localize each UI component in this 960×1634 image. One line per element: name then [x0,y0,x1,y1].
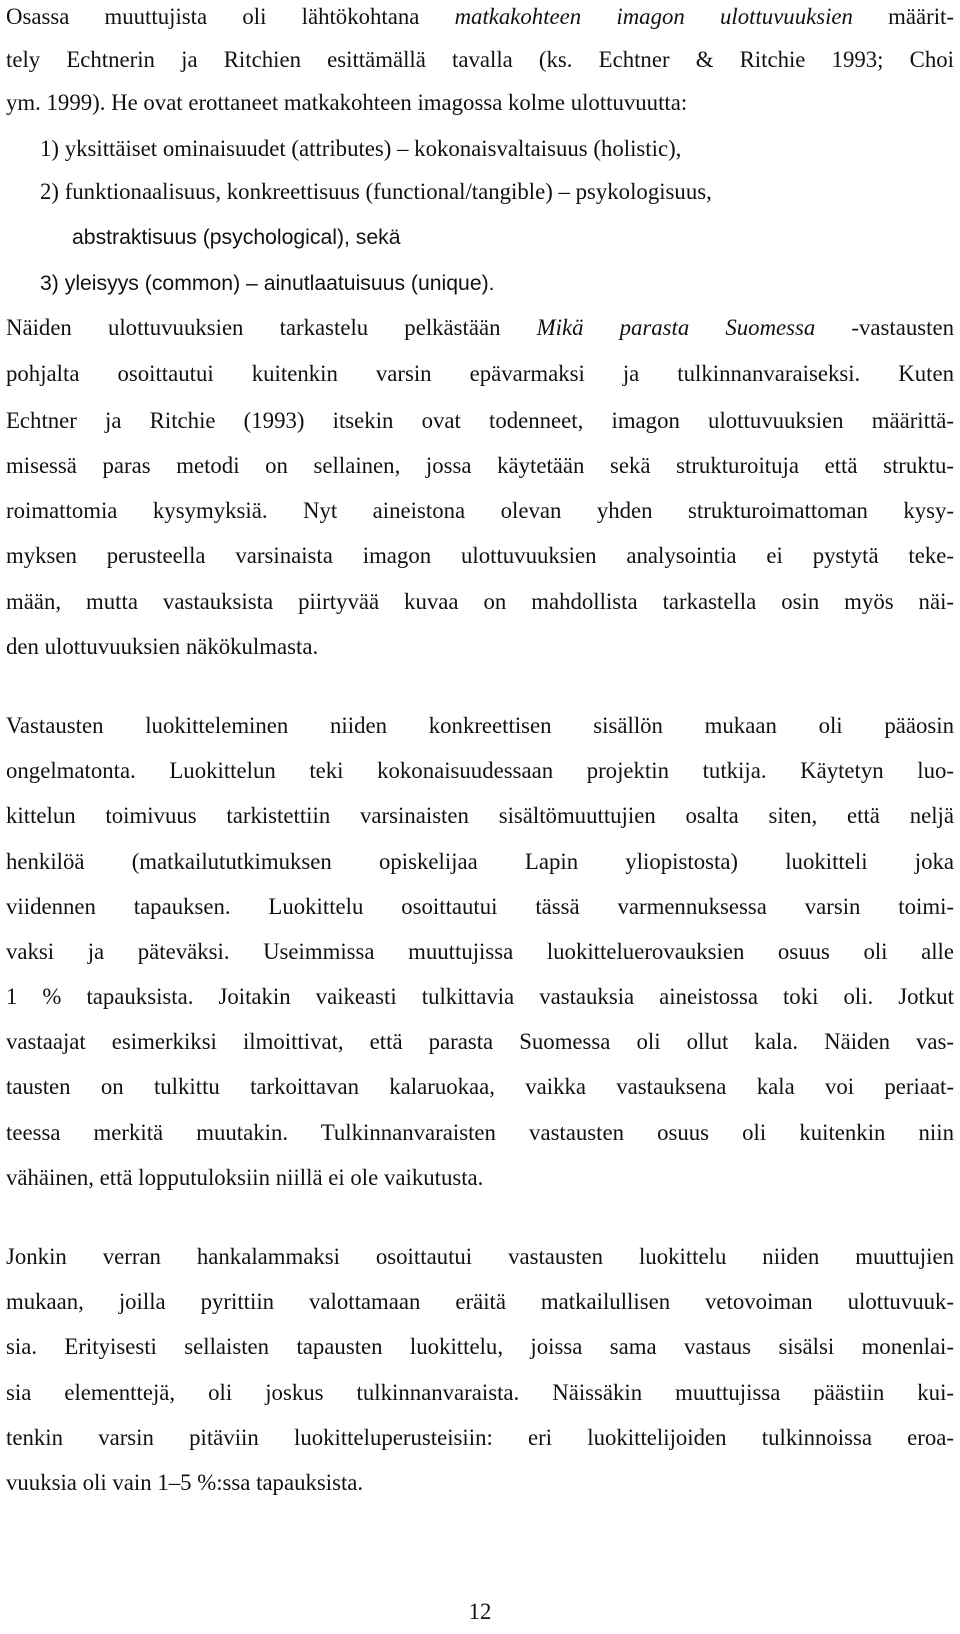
text-line: vähäinen, että lopputuloksiin niillä ei ole vaikutusta. [6,1165,484,1190]
text-line: Echtner ja Ritchie (1993) itsekin ovat todenneet, imagon ulottuvuuksien määrittä- [6,408,954,433]
text-line: ongelmatonta. Luokittelun teki kokonaisuudessaan projektin tutkija. Käytetyn luo- [6,758,954,783]
text-line: vaksi ja päteväksi. Useimmissa muuttujissa luokitteluerovauksien osuus oli alle [6,939,954,964]
text-line: vastaajat esimerkiksi ilmoittivat, että parasta Suomessa oli ollut kala. Näiden vas- [6,1029,954,1054]
italic-term: matkakohteen imagon ulottuvuuksien [454,4,853,29]
text-line: Osassa muuttujista oli lähtökohtana matkakohteen imagon ulottuvuuksien määrit- [6,4,954,29]
text-line: tausten on tulkittu tarkoittavan kalaruokaa, vaikka vastauksena kala voi periaat- [6,1074,954,1099]
text-line: tely Echtnerin ja Ritchien esittämällä tavalla (ks. Echtner & Ritchie 1993; Choi [6,47,954,72]
text-line: Jonkin verran hankalammaksi osoittautui vastausten luokittelu niiden muuttujien [6,1244,954,1269]
text-line: Näiden ulottuvuuksien tarkastelu pelkästään Mikä parasta Suomessa -vastausten [6,315,954,340]
text-line: roimattomia kysymyksiä. Nyt aineistona olevan yhden strukturoimattoman kysy- [6,498,954,523]
text-line: tenkin varsin pitäviin luokitteluperusteisiin: eri luokittelijoiden tulkinnoissa eroa- [6,1425,954,1450]
text-line: den ulottuvuuksien näkökulmasta. [6,634,319,659]
list-item-1: 1) yksittäiset ominaisuudet (attributes) – kokonaisvaltaisuus (holistic), [40,136,682,161]
text-line: teessa merkitä muutakin. Tulkinnanvaraisten vastausten osuus oli kuitenkin niin [6,1120,954,1145]
text-line: mukaan, joilla pyrittiin valottamaan eräitä matkailullisen vetovoiman ulottuvuuk- [6,1289,954,1314]
text-line: vuuksia oli vain 1–5 %:ssa tapauksista. [6,1470,364,1495]
text-line: 1 % tapauksista. Joitakin vaikeasti tulkittavia vastauksia aineistossa toki oli. Jotkut [6,984,954,1009]
page-number: 12 [468,1599,492,1624]
text-line: sia elementtejä, oli joskus tulkinnanvaraista. Näissäkin muuttujissa päästiin kui- [6,1380,954,1405]
italic-term: Mikä parasta Suomessa [536,315,816,340]
text-line: mään, mutta vastauksista piirtyvää kuvaa on mahdollista tarkastella osin myös näi- [6,589,954,614]
text-line: myksen perusteella varsinaista imagon ulottuvuuksien analysointia ei pystytä teke- [6,543,954,568]
text-line: viidennen tapauksen. Luokittelu osoittautui tässä varmennuksessa varsin toimi- [6,894,954,919]
text-line: sia. Erityisesti sellaisten tapausten luokittelu, joissa sama vastaus sisälsi monenlai- [6,1334,954,1359]
text-line: ym. 1999). He ovat erottaneet matkakohteen imagossa kolme ulottuvuutta: [6,90,688,115]
text-line: henkilöä (matkailututkimuksen opiskelijaa Lapin yliopistosta) luokitteli joka [6,849,954,874]
list-item-3: 3) yleisyys (common) – ainutlaatuisuus (unique). [40,272,495,295]
list-item-2-continued: abstraktisuus (psychological), sekä [72,226,401,249]
text-line: pohjalta osoittautui kuitenkin varsin epävarmaksi ja tulkinnanvaraiseksi. Kuten [6,361,954,386]
text-line: kittelun toimivuus tarkistettiin varsinaisten sisältömuuttujien osalta siten, että neljä [6,803,954,828]
list-item-2: 2) funktionaalisuus, konkreettisuus (functional/tangible) – psykologisuus, [40,179,712,204]
text-line: misessä paras metodi on sellainen, jossa käytetään sekä strukturoituja että struktu- [6,453,954,478]
text-line: Vastausten luokitteleminen niiden konkreettisen sisällön mukaan oli pääosin [6,713,954,738]
